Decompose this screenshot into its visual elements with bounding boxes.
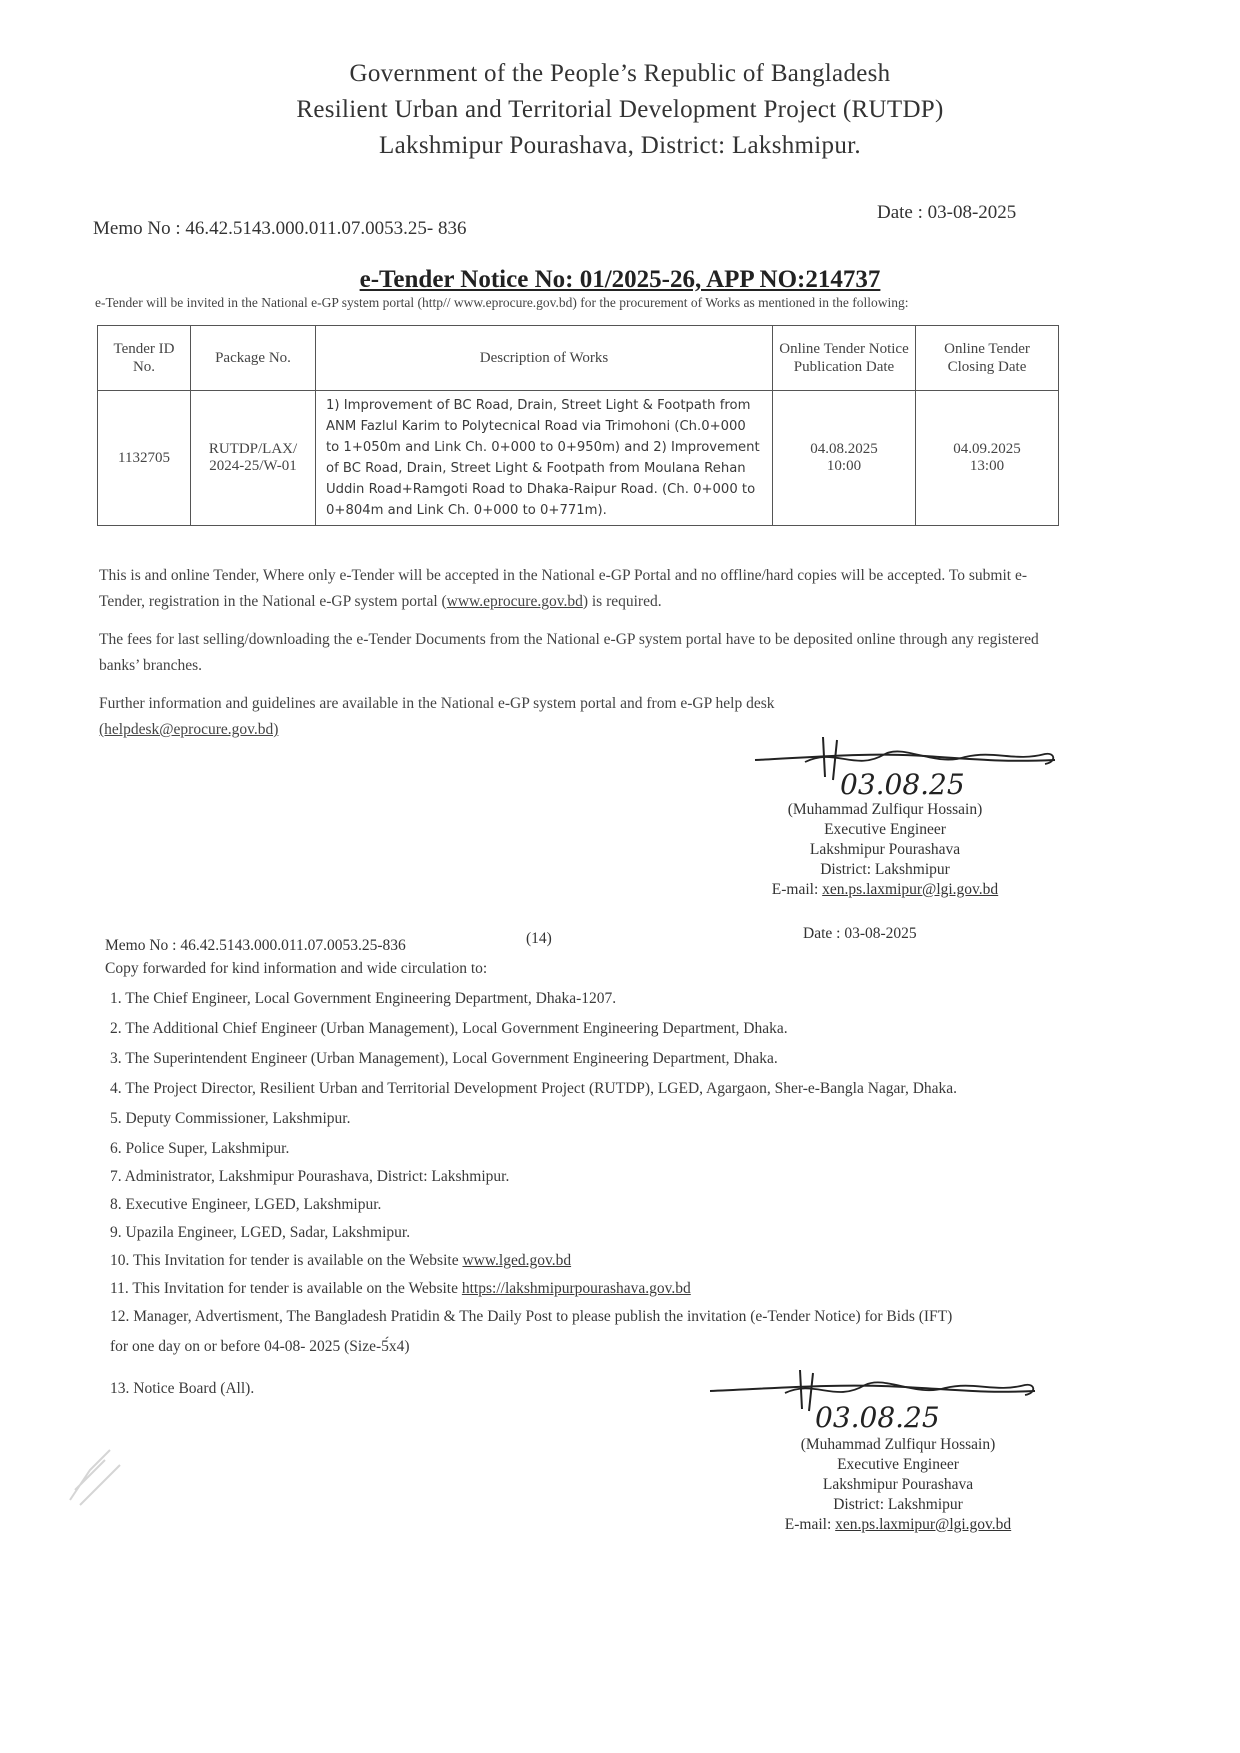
header-pourashava: Lakshmipur Pourashava, District: Lakshmipur. [379,132,861,159]
table-row [98,391,1059,526]
cc-item-9: 9. Upazila Engineer, LGED, Sadar, Lakshmipur. [110,1224,411,1241]
signature-1-date: 03.08.25 [840,768,965,801]
cell-tender-id: 1132705 [98,391,191,526]
cc-item-2: 2. The Additional Chief Engineer (Urban Management), Local Government Engineering Department, Dhaka. [110,1020,788,1037]
cc-item-12-line1: 12. Manager, Advertisment, The Bangladesh Pratidin & The Daily Post to please publish the invitation (e-Tender Notice) for Bids (IFT) [110,1308,953,1325]
email-label: E-mail: [784,1516,836,1533]
signer-email-line [758,1515,1038,1535]
cell-package-no [191,391,316,526]
header-closing-date: Online Tender Closing Date [916,326,1059,391]
cc-item-7: 7. Administrator, Lakshmipur Pourashava, District: Lakshmipur. [110,1168,510,1185]
header-project: Resilient Urban and Territorial Development Project (RUTDP) [296,96,944,123]
notice-title: e-Tender Notice No: 01/2025-26, APP NO:214737 [359,266,881,293]
signer-district: District: Lakshmipur [820,861,950,878]
pourashava-website-link[interactable]: https://lakshmipurpourashava.gov.bd [461,1280,691,1297]
signature-block-1 [745,800,1025,900]
memo-number: Memo No : 46.42.5143.000.011.07.0053.25- 836 [93,218,467,239]
header-government: Government of the People’s Republic of Bangladesh [349,60,891,87]
package-line2: 2024-25/W-01 [209,458,297,474]
cc-item-13: 13. Notice Board (All). [110,1380,255,1397]
signer-email-line [745,880,1025,900]
publication-time: 10:00 [826,458,862,474]
closing-time: 13:00 [969,458,1005,474]
cc-item-4: 4. The Project Director, Resilient Urban and Territorial Development Project (RUTDP), LGED, Agargaon, Sher-e-Bangla Nagar, Dhaka. [110,1080,958,1097]
cc-item-1: 1. The Chief Engineer, Local Government Engineering Department, Dhaka-1207. [110,990,617,1007]
paragraph-online-tender [99,563,1064,615]
cell-description: 1) Improvement of BC Road, Drain, Street Light & Footpath from ANM Fazlul Karim to Polytecnical Road via Trimohoni (Ch.0+000 to 1+050m and Link Ch. 0+000 to 0+950m) and 2) Improvement of BC Road, Drain, Street Light & Footpath from Moulana Rehan Uddin Road+Ramgoti Road to Dhaka-Raipur Road. (Ch. 0+000 to 0+804m and Link Ch. 0+000 to 0+771m). [316,391,773,526]
eprocure-link[interactable]: www.eprocure.gov.bd [446,593,583,610]
signature-2-image [705,1365,1045,1445]
p1-text-after: ) is required. [582,593,662,610]
header-tender-id: Tender ID No. [98,326,191,391]
signer-office: Lakshmipur Pourashava [822,1476,974,1493]
signer-email-link[interactable]: xen.ps.laxmipur@lgi.gov.bd [822,881,999,898]
header-package-no: Package No. [191,326,316,391]
signer-district: District: Lakshmipur [833,1496,963,1513]
closing-date: 04.09.2025 [953,441,1021,457]
table-header-row [98,326,1059,391]
copy-count: (14) [526,930,552,947]
copy-date: Date : 03-08-2025 [803,925,917,942]
memo-date: Date : 03-08-2025 [877,202,1017,223]
helpdesk-link[interactable]: (helpdesk@eprocure.gov.bd) [99,721,279,738]
cc-item-11-text: 11. This Invitation for tender is available on the Website [110,1280,462,1297]
signer-designation: Executive Engineer [824,821,946,838]
cc-item-10-text: 10. This Invitation for tender is available on the Website [110,1252,463,1269]
signer-office: Lakshmipur Pourashava [809,841,961,858]
header-description: Description of Works [316,326,773,391]
cc-item-8: 8. Executive Engineer, LGED, Lakshmipur. [110,1196,382,1213]
cc-item-11 [110,1280,691,1298]
signer-designation: Executive Engineer [837,1456,959,1473]
signature-2-date: 03.08.25 [815,1401,940,1434]
p3-text: Further information and guidelines are available in the National e-GP system portal and from e-GP help desk [99,695,775,712]
cc-item-6: 6. Police Super, Lakshmipur. [110,1140,290,1157]
email-label: E-mail: [771,881,823,898]
faint-stamp-mark [50,1430,150,1520]
cc-item-10 [110,1252,571,1270]
cc-item-5: 5. Deputy Commissioner, Lakshmipur. [110,1110,351,1127]
cell-closing-date [916,391,1059,526]
cell-publication-date [773,391,916,526]
p1-text-before: This is and online Tender, Where only e-Tender will be accepted in the National e-GP Portal and no offline/hard copies will be accepted. To submit e-Tender, registration in the National e-GP system portal ( [99,567,1027,610]
signer-email-link[interactable]: xen.ps.laxmipur@lgi.gov.bd [835,1516,1012,1533]
package-line1: RUTDP/LAX/ [208,441,298,457]
signature-block-2 [758,1435,1038,1535]
signer-name: (Muhammad Zulfiqur Hossain) [800,1436,996,1453]
cc-item-12-line2: for one day on or before 04-08- 2025 (Size-5́x4) [110,1338,410,1355]
publication-date: 04.08.2025 [810,441,878,457]
tender-table [97,325,1059,526]
copy-intro: Copy forwarded for kind information and wide circulation to: [105,960,488,977]
copy-memo-number: Memo No : 46.42.5143.000.011.07.0053.25-836 [105,937,406,954]
lged-website-link[interactable]: www.lged.gov.bd [462,1252,572,1269]
intro-text: e-Tender will be invited in the National e-GP system portal (http// www.eprocure.gov.bd) for the procurement of Works as mentioned in the following: [95,295,909,310]
signer-name: (Muhammad Zulfiqur Hossain) [787,801,983,818]
cc-item-3: 3. The Superintendent Engineer (Urban Management), Local Government Engineering Department, Dhaka. [110,1050,778,1067]
paragraph-fees: The fees for last selling/downloading the e-Tender Documents from the National e-GP system portal have to be deposited online through any registered banks’ branches. [99,631,1039,674]
header-publication-date: Online Tender Notice Publication Date [773,326,916,391]
